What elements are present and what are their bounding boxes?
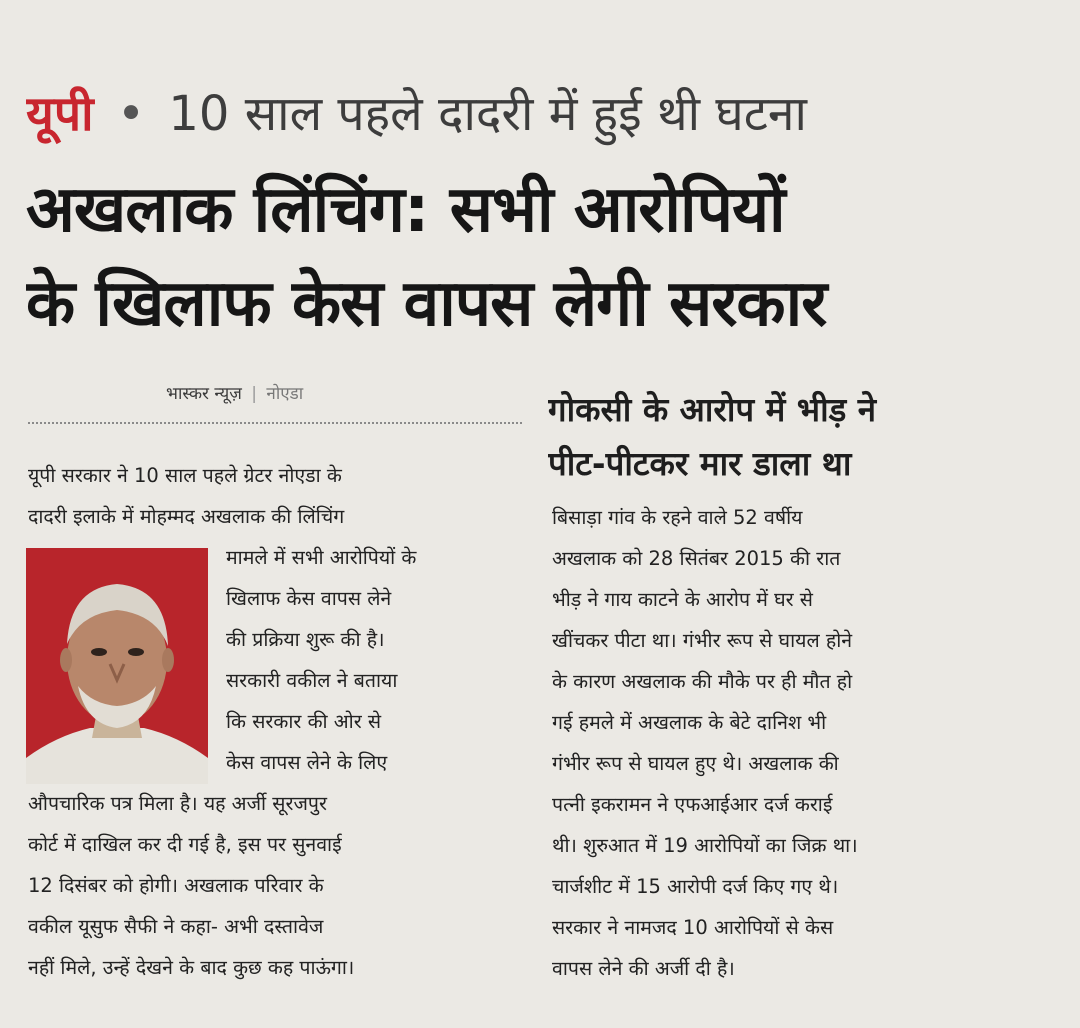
kicker-line (26, 78, 1056, 150)
left-column-line: खिलाफ केस वापस लेने (226, 587, 392, 610)
right-column-line: थी। शुरुआत में 19 आरोपियों का जिक्र था। (552, 834, 858, 857)
right-column-line: चार्जशीट में 15 आरोपी दर्ज किए गए थे। (552, 875, 839, 898)
left-column-line: केस वापस लेने के लिए (226, 751, 388, 774)
byline-city: नोएडा (266, 384, 304, 404)
left-column-line: नहीं मिले, उन्हें देखने के बाद कुछ कह पाऊंगा। (28, 956, 355, 979)
left-column-line: दादरी इलाके में मोहम्मद अखलाक की लिंचिंग (28, 505, 345, 528)
right-column-line: के कारण अखलाक की मौके पर ही मौत हो (552, 670, 853, 693)
right-column-line: वापस लेने की अर्जी दी है। (552, 957, 735, 980)
portrait-photo-icon (26, 548, 208, 784)
right-column-line: गई हमले में अखलाक के बेटे दानिश भी (552, 711, 827, 734)
headline-line-2: के खिलाफ केस वापस लेगी सरकार (26, 267, 827, 341)
right-column-line: गंभीर रूप से घायल हुए थे। अखलाक की (552, 752, 839, 775)
right-column-line: बिसाड़ा गांव के रहने वाले 52 वर्षीय (552, 506, 803, 529)
right-column-line: सरकार ने नामजद 10 आरोपियों से केस (552, 916, 834, 939)
kicker-tag: यूपी (26, 86, 94, 142)
subhead-line-1: गोकसी के आरोप में भीड़ ने (548, 390, 877, 429)
left-column-line: वकील यूसुफ सैफी ने कहा- अभी दस्तावेज (28, 915, 324, 938)
left-column-line: सरकारी वकील ने बताया (226, 669, 398, 692)
portrait-photo (26, 548, 208, 784)
right-column-line: भीड़ ने गाय काटने के आरोप में घर से (552, 588, 813, 611)
left-column-line: की प्रक्रिया शुरू की है। (226, 628, 385, 651)
left-column-line: कोर्ट में दाखिल कर दी गई है, इस पर सुनवाई (28, 833, 342, 856)
dotted-divider (28, 422, 522, 424)
left-column-line: औपचारिक पत्र मिला है। यह अर्जी सूरजपुर (28, 792, 327, 815)
right-column-line: खींचकर पीटा था। गंभीर रूप से घायल होने (552, 629, 853, 652)
headline-line-1: अखलाक लिंचिंग: सभी आरोपियों (26, 173, 785, 247)
left-column-line: कि सरकार की ओर से (226, 710, 382, 733)
right-column-line: अखलाक को 28 सितंबर 2015 की रात (552, 547, 841, 570)
left-column-line: 12 दिसंबर को होगी। अखलाक परिवार के (28, 874, 324, 897)
byline-agency: भास्कर न्यूज़ (166, 384, 242, 404)
left-column-line: यूपी सरकार ने 10 साल पहले ग्रेटर नोएडा के (28, 464, 342, 487)
byline (166, 379, 303, 409)
kicker-text: 10 साल पहले दादरी में हुई थी घटना (168, 86, 807, 142)
left-column-line: मामले में सभी आरोपियों के (226, 546, 417, 569)
right-column-line: पत्नी इकरामन ने एफआईआर दर्ज कराई (552, 793, 833, 816)
byline-separator: | (251, 384, 258, 404)
kicker-separator: • (116, 86, 146, 142)
subhead-line-2: पीट-पीटकर मार डाला था (548, 444, 852, 483)
